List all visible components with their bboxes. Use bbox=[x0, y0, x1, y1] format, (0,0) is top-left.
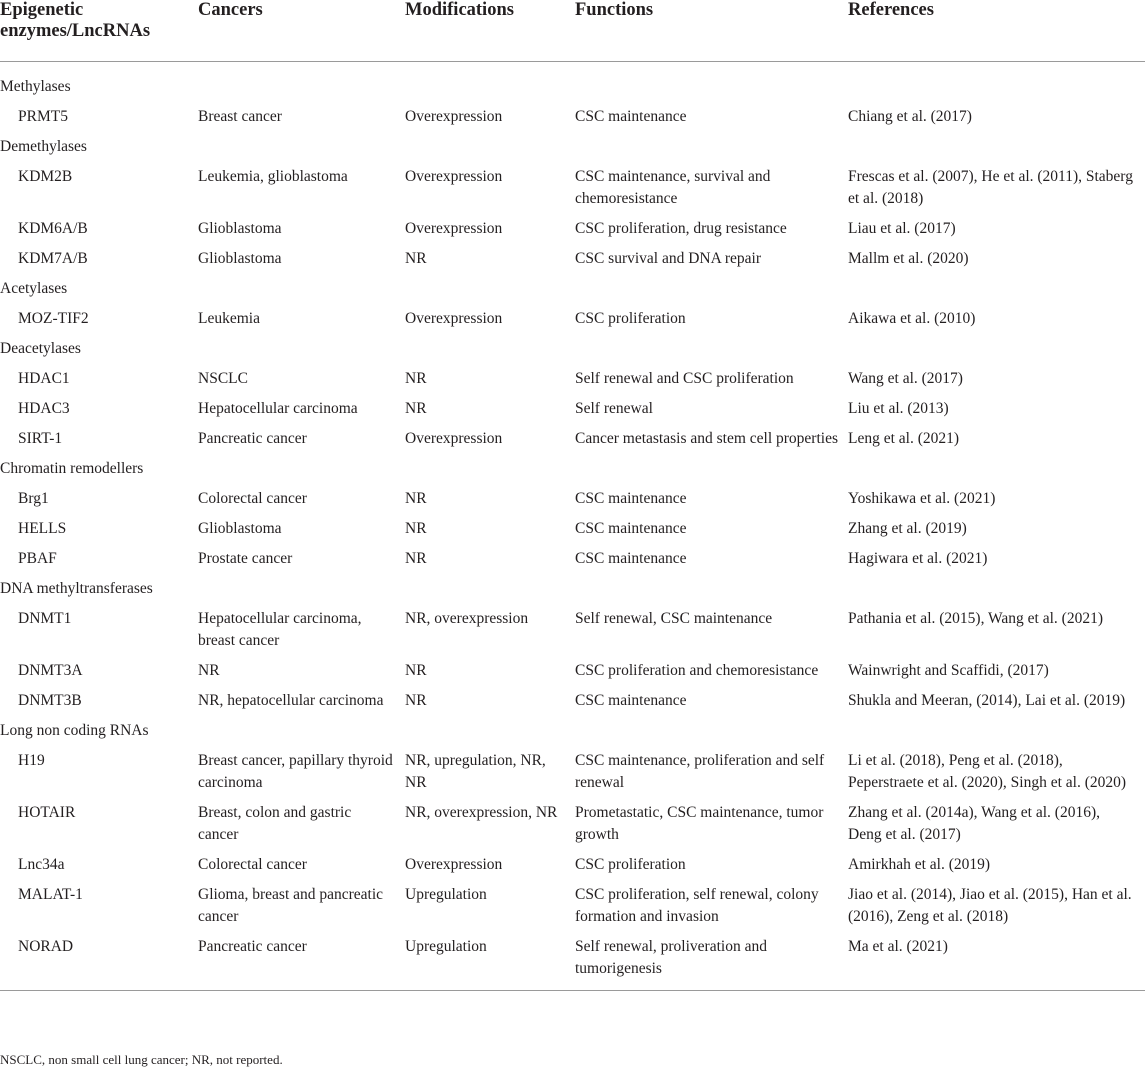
cancer-cell: Pancreatic cancer bbox=[198, 932, 405, 991]
table-row bbox=[0, 798, 1145, 850]
table-row bbox=[0, 424, 1145, 454]
header-references: References bbox=[848, 0, 1145, 62]
cancer-cell: Colorectal cancer bbox=[198, 856, 307, 873]
modification-cell: NR, overexpression, NR bbox=[405, 804, 558, 821]
cancer-cell: Glioblastoma bbox=[198, 520, 282, 537]
modification-cell: Overexpression bbox=[405, 220, 503, 237]
function-cell: CSC proliferation, self renewal, colony formation and invasion bbox=[575, 886, 819, 925]
group-row bbox=[0, 334, 1145, 364]
reference-cell: Leng et al. (2021) bbox=[848, 430, 960, 447]
group-row bbox=[0, 274, 1145, 304]
function-cell: CSC proliferation bbox=[575, 856, 686, 873]
modification-cell: Upregulation bbox=[405, 932, 575, 991]
modification-cell: NR bbox=[405, 520, 427, 537]
table-row bbox=[0, 364, 1145, 394]
function-cell: CSC proliferation bbox=[575, 310, 686, 327]
function-cell: CSC maintenance bbox=[575, 490, 687, 507]
enzyme-cell: HDAC3 bbox=[18, 400, 70, 417]
enzyme-cell: HDAC1 bbox=[18, 370, 70, 387]
group-label: Methylases bbox=[0, 78, 71, 95]
modification-cell: NR, upregulation, NR, NR bbox=[405, 752, 546, 791]
modification-cell: NR bbox=[405, 490, 427, 507]
function-cell: Cancer metastasis and stem cell properties bbox=[575, 430, 838, 447]
function-cell: CSC proliferation and chemoresistance bbox=[575, 662, 819, 679]
spacer-row bbox=[0, 62, 1145, 73]
cancer-cell: NSCLC bbox=[198, 370, 248, 387]
header-modifications: Modifications bbox=[405, 0, 575, 62]
cancer-cell: NR, hepatocellular carcinoma bbox=[198, 692, 384, 709]
group-row bbox=[0, 454, 1145, 484]
modification-cell: Upregulation bbox=[405, 886, 487, 903]
function-cell: CSC maintenance bbox=[575, 520, 687, 537]
cancer-cell: Hepatocellular carcinoma, breast cancer bbox=[198, 610, 362, 649]
enzyme-cell: DNMT3A bbox=[18, 662, 83, 679]
reference-cell: Shukla and Meeran, (2014), Lai et al. (2019) bbox=[848, 692, 1126, 709]
enzyme-cell: MALAT-1 bbox=[18, 886, 83, 903]
enzyme-cell: MOZ-TIF2 bbox=[18, 310, 89, 327]
cancer-cell: Prostate cancer bbox=[198, 550, 293, 567]
reference-cell: Aikawa et al. (2010) bbox=[848, 310, 976, 327]
cancer-cell: Glioma, breast and pancreatic cancer bbox=[198, 886, 384, 925]
modification-cell: NR bbox=[405, 662, 427, 679]
reference-cell: Wainwright and Scaffidi, (2017) bbox=[848, 662, 1049, 679]
table-row bbox=[0, 102, 1145, 132]
header-row bbox=[0, 0, 1145, 62]
reference-cell: Zhang et al. (2014a), Wang et al. (2016), Deng et al. (2017) bbox=[848, 804, 1100, 843]
table-row bbox=[0, 686, 1145, 716]
table-row bbox=[0, 514, 1145, 544]
cancer-cell: Glioblastoma bbox=[198, 250, 282, 267]
enzyme-cell: SIRT-1 bbox=[18, 430, 63, 447]
enzyme-cell: KDM6A/B bbox=[18, 220, 88, 237]
reference-cell: Mallm et al. (2020) bbox=[848, 250, 969, 267]
enzyme-cell: Brg1 bbox=[18, 490, 49, 507]
reference-cell: Chiang et al. (2017) bbox=[848, 108, 972, 125]
table-header bbox=[0, 0, 1145, 62]
spacer-cell bbox=[0, 62, 1145, 73]
cancer-cell: Breast cancer bbox=[198, 108, 282, 125]
reference-cell: Zhang et al. (2019) bbox=[848, 520, 967, 537]
enzyme-cell: DNMT3B bbox=[18, 692, 82, 709]
table-row bbox=[0, 484, 1145, 514]
table-row bbox=[0, 304, 1145, 334]
table-body bbox=[0, 62, 1145, 991]
reference-cell: Li et al. (2018), Peng et al. (2018), Peperstraete et al. (2020), Singh et al. (2020) bbox=[848, 752, 1127, 791]
cancer-cell: Colorectal cancer bbox=[198, 490, 307, 507]
enzyme-cell: PBAF bbox=[18, 550, 57, 567]
header-enzymes: Epigenetic enzymes/LncRNAs bbox=[0, 0, 198, 62]
table-row bbox=[0, 746, 1145, 798]
enzyme-cell: HELLS bbox=[18, 520, 67, 537]
cancer-cell: Breast, colon and gastric cancer bbox=[198, 804, 352, 843]
group-label: Acetylases bbox=[0, 280, 68, 297]
reference-cell: Frescas et al. (2007), He et al. (2011), Staberg et al. (2018) bbox=[848, 168, 1133, 207]
table-row bbox=[0, 932, 1145, 991]
function-cell: Self renewal, proliveration and tumorigenesis bbox=[575, 932, 848, 991]
function-cell: CSC maintenance bbox=[575, 692, 687, 709]
function-cell: CSC maintenance, proliferation and self renewal bbox=[575, 752, 825, 791]
cancer-cell: NR bbox=[198, 662, 220, 679]
modification-cell: Overexpression bbox=[405, 430, 503, 447]
reference-cell: Liu et al. (2013) bbox=[848, 400, 949, 417]
cancer-cell: Leukemia bbox=[198, 310, 260, 327]
table-row bbox=[0, 244, 1145, 274]
table-row bbox=[0, 656, 1145, 686]
modification-cell: NR bbox=[405, 400, 427, 417]
group-row bbox=[0, 132, 1145, 162]
modification-cell: Overexpression bbox=[405, 108, 503, 125]
modification-cell: NR bbox=[405, 692, 427, 709]
group-label: Long non coding RNAs bbox=[0, 722, 149, 739]
header-cancers: Cancers bbox=[198, 0, 405, 62]
reference-cell: Ma et al. (2021) bbox=[848, 932, 1145, 991]
header-functions: Functions bbox=[575, 0, 848, 62]
enzyme-cell: NORAD bbox=[0, 932, 198, 991]
table-row bbox=[0, 604, 1145, 656]
group-label: DNA methyltransferases bbox=[0, 580, 153, 597]
reference-cell: Yoshikawa et al. (2021) bbox=[848, 490, 996, 507]
modification-cell: Overexpression bbox=[405, 168, 503, 185]
enzyme-cell: KDM7A/B bbox=[18, 250, 88, 267]
enzyme-cell: DNMT1 bbox=[18, 610, 72, 627]
group-row bbox=[0, 72, 1145, 102]
reference-cell: Pathania et al. (2015), Wang et al. (2021) bbox=[848, 610, 1104, 627]
function-cell: Self renewal and CSC proliferation bbox=[575, 370, 794, 387]
reference-cell: Jiao et al. (2014), Jiao et al. (2015), Han et al. (2016), Zeng et al. (2018) bbox=[848, 886, 1132, 925]
enzyme-cell: KDM2B bbox=[18, 168, 73, 185]
table-row bbox=[0, 162, 1145, 214]
group-label: Deacetylases bbox=[0, 340, 81, 357]
modification-cell: Overexpression bbox=[405, 310, 503, 327]
modification-cell: NR bbox=[405, 370, 427, 387]
table-row bbox=[0, 850, 1145, 880]
reference-cell: Amirkhah et al. (2019) bbox=[848, 856, 991, 873]
modification-cell: Overexpression bbox=[405, 856, 503, 873]
enzyme-cell: PRMT5 bbox=[18, 108, 68, 125]
function-cell: Prometastatic, CSC maintenance, tumor growth bbox=[575, 804, 824, 843]
reference-cell: Hagiwara et al. (2021) bbox=[848, 550, 988, 567]
reference-cell: Liau et al. (2017) bbox=[848, 220, 956, 237]
modification-cell: NR, overexpression bbox=[405, 610, 529, 627]
table-row bbox=[0, 214, 1145, 244]
enzyme-cell: HOTAIR bbox=[18, 804, 76, 821]
cancer-cell: Glioblastoma bbox=[198, 220, 282, 237]
table-footnote: NSCLC, non small cell lung cancer; NR, not reported. bbox=[0, 1052, 283, 1067]
group-row bbox=[0, 574, 1145, 604]
group-label: Chromatin remodellers bbox=[0, 460, 144, 477]
function-cell: Self renewal bbox=[575, 400, 653, 417]
function-cell: CSC proliferation, drug resistance bbox=[575, 220, 787, 237]
function-cell: CSC maintenance bbox=[575, 108, 687, 125]
function-cell: CSC maintenance, survival and chemoresistance bbox=[575, 168, 771, 207]
cancer-cell: Hepatocellular carcinoma bbox=[198, 400, 358, 417]
modification-cell: NR bbox=[405, 250, 427, 267]
cancer-cell: Pancreatic cancer bbox=[198, 430, 307, 447]
enzyme-cell: H19 bbox=[18, 752, 45, 769]
enzyme-cell: Lnc34a bbox=[18, 856, 65, 873]
group-row bbox=[0, 716, 1145, 746]
cancer-cell: Breast cancer, papillary thyroid carcinoma bbox=[198, 752, 393, 791]
table-row bbox=[0, 880, 1145, 932]
cancer-cell: Leukemia, glioblastoma bbox=[198, 168, 348, 185]
table-row bbox=[0, 394, 1145, 424]
group-label: Demethylases bbox=[0, 138, 87, 155]
function-cell: Self renewal, CSC maintenance bbox=[575, 610, 773, 627]
modification-cell: NR bbox=[405, 550, 427, 567]
function-cell: CSC maintenance bbox=[575, 550, 687, 567]
reference-cell: Wang et al. (2017) bbox=[848, 370, 963, 387]
function-cell: CSC survival and DNA repair bbox=[575, 250, 761, 267]
table-row bbox=[0, 544, 1145, 574]
